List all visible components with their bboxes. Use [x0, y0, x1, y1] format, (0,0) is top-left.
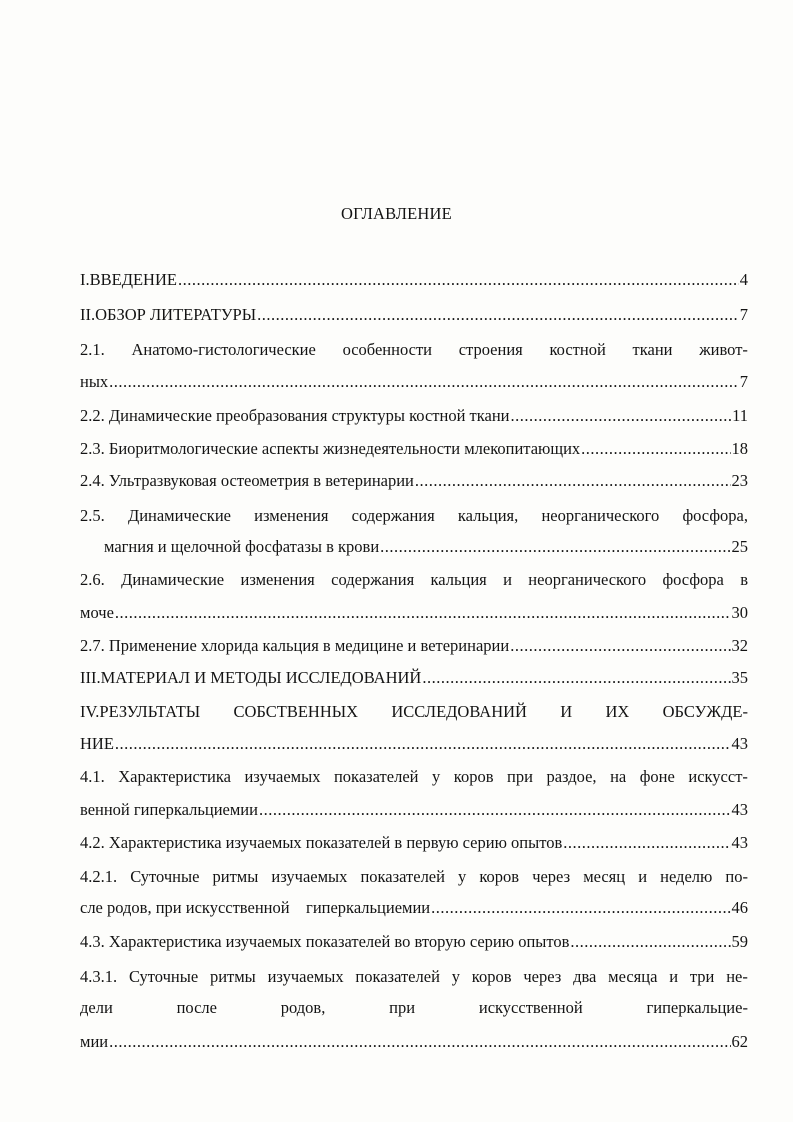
toc-page-number: 4 [739, 270, 748, 289]
toc-entry-text: НИЕ [80, 734, 114, 753]
toc-page-number: 18 [731, 439, 748, 458]
toc-page-number: 30 [731, 603, 748, 622]
word: в [740, 570, 748, 589]
word: три [689, 967, 715, 986]
word: неделю [660, 867, 713, 886]
word: на [610, 767, 627, 786]
word: живот- [699, 340, 748, 359]
toc-entry-text: II.ОБЗОР ЛИТЕРАТУРЫ [80, 305, 257, 324]
toc-entry-2-6-line2 [80, 601, 748, 625]
toc-entry-text: III.МАТЕРИАЛ И МЕТОДЫ ИССЛЕДОВАНИЙ [80, 668, 422, 687]
toc-entry-text: I.ВВЕДЕНИЕ [80, 270, 177, 289]
word: не- [726, 967, 748, 986]
toc-entry-text: магния и щелочной фосфатазы в крови [104, 537, 380, 556]
word: и [669, 967, 679, 986]
toc-entry-4-3 [80, 930, 748, 954]
leader-dots [109, 370, 739, 394]
word: дели [80, 998, 113, 1017]
toc-page-number: 59 [731, 932, 748, 951]
leader-dots [178, 268, 739, 292]
word: содержания [331, 570, 415, 589]
toc-entry-2-1-line1 [80, 338, 748, 362]
toc-page-number: 32 [731, 636, 748, 655]
toc-entry-2-1-line2 [80, 370, 748, 394]
toc-entry-text: ных [80, 372, 109, 391]
word: изменения [240, 570, 315, 589]
word: IV.РЕЗУЛЬТАТЫ [80, 702, 201, 721]
word: фосфора [662, 570, 724, 589]
toc-entry-text: 4.2. Характеристика изучаемых показателей в первую серию опытов [80, 833, 563, 852]
word: коров [471, 967, 512, 986]
toc-entry-text: 2.3. Биоритмологические аспекты жизнедеятельности млекопитающих [80, 439, 581, 458]
word: коров [453, 767, 494, 786]
word: Суточные [128, 967, 199, 986]
word: неорганического [541, 506, 660, 525]
word: у [451, 967, 460, 986]
word: при [507, 767, 533, 786]
leader-dots [109, 1030, 730, 1054]
toc-entry-4-3-1-line2 [80, 996, 748, 1020]
toc-entry-text: венной гиперкальциемии [80, 800, 258, 819]
toc-entry-results-line2 [80, 732, 748, 756]
word: изучаемых [244, 767, 321, 786]
toc-page-number: 43 [731, 800, 748, 819]
word: содержания [351, 506, 435, 525]
word: изучаемых [271, 867, 348, 886]
word: через [532, 867, 571, 886]
toc-page-number: 7 [739, 372, 748, 391]
word: ритмы [212, 867, 259, 886]
word: изучаемых [267, 967, 344, 986]
word: кальция, [457, 506, 519, 525]
toc-page-number: 11 [732, 406, 748, 425]
word: ритмы [209, 967, 256, 986]
leader-dots [415, 469, 731, 493]
word: Динамические [127, 506, 231, 525]
word: 2.1. [80, 340, 105, 359]
word: искусственной [478, 998, 583, 1017]
word: и [503, 570, 512, 589]
page-title: ОГЛАВЛЕНИЕ [341, 204, 452, 223]
leader-dots [431, 896, 730, 920]
word: ткани [632, 340, 673, 359]
word: у [458, 867, 467, 886]
word: 2.5. [80, 506, 105, 525]
leader-dots [511, 404, 732, 428]
word: 4.1. [80, 767, 105, 786]
word: гиперкальцие- [646, 998, 748, 1017]
toc-entry-4-2-1-line2 [80, 896, 748, 920]
leader-dots [510, 634, 730, 658]
word: раздое, [546, 767, 597, 786]
word: строения [458, 340, 523, 359]
word: 4.2.1. [80, 867, 118, 886]
leader-dots [581, 437, 730, 461]
word: два [573, 967, 597, 986]
toc-entry-2-3 [80, 437, 748, 461]
word: Суточные [130, 867, 200, 886]
toc-entry-4-1-line1 [80, 765, 748, 789]
toc-entry-2-4 [80, 469, 748, 493]
toc-entry-text: 2.7. Применение хлорида кальция в медицине и ветеринарии [80, 636, 510, 655]
toc-entry-2-2 [80, 404, 748, 428]
toc-page-number: 43 [731, 734, 748, 753]
word: коров [479, 867, 520, 886]
toc-page-number: 35 [731, 668, 748, 687]
word: месяц [583, 867, 626, 886]
toc-page-number: 25 [731, 537, 748, 556]
toc-entry-text: 4.3. Характеристика изучаемых показателей во вторую серию опытов [80, 932, 570, 951]
word: Анатомо-гистологические [131, 340, 316, 359]
toc-page-number: 62 [731, 1032, 748, 1051]
word: СОБСТВЕННЫХ [233, 702, 359, 721]
word: месяца [608, 967, 658, 986]
word: родов, [280, 998, 326, 1017]
word: 4.3.1. [80, 967, 118, 986]
toc-entry-2-6-line1 [80, 568, 748, 592]
word: 2.6. [80, 570, 105, 589]
leader-dots [570, 930, 730, 954]
toc-page-number: 43 [731, 833, 748, 852]
word: после [176, 998, 217, 1017]
toc-entry-2-5-line1 [80, 504, 748, 528]
leader-dots [257, 303, 739, 327]
word: ИССЛЕДОВАНИЙ [391, 702, 527, 721]
toc-entry-text: моче [80, 603, 114, 622]
word: через [523, 967, 562, 986]
toc-page-number: 7 [739, 305, 748, 324]
toc-page-number: 46 [731, 898, 748, 917]
toc-entry-text: сле родов, при искусственной гиперкальциемии [80, 898, 431, 917]
toc-page-number: 23 [731, 471, 748, 490]
word: изменения [254, 506, 329, 525]
leader-dots [115, 732, 731, 756]
word: показателей [360, 867, 445, 886]
word: у [432, 767, 441, 786]
toc-entry-4-2 [80, 831, 748, 855]
word: особенности [342, 340, 432, 359]
toc-entry-4-3-1-line3 [80, 1030, 748, 1054]
word: фосфора, [682, 506, 748, 525]
word: фоне [639, 767, 675, 786]
toc-entry-text: 2.2. Динамические преобразования структуры костной ткани [80, 406, 510, 425]
toc-entry-text: мии [80, 1032, 109, 1051]
word: И [560, 702, 573, 721]
toc-entry-introduction [80, 268, 748, 292]
toc-entry-text: 2.4. Ультразвуковая остеометрия в ветеринарии [80, 471, 414, 490]
toc-entry-2-5-line2 [80, 535, 748, 559]
toc-entry-4-1-line2 [80, 798, 748, 822]
leader-dots [115, 601, 731, 625]
word: ИХ [605, 702, 630, 721]
toc-entry-4-3-1-line1 [80, 965, 748, 989]
toc-entry-results-line1 [80, 700, 748, 724]
word: при [389, 998, 416, 1017]
word: ОБСУЖДЕ- [662, 702, 748, 721]
toc-entry-literature-review [80, 303, 748, 327]
leader-dots [422, 666, 730, 690]
word: кальция [430, 570, 487, 589]
word: искусст- [688, 767, 748, 786]
leader-dots [380, 535, 730, 559]
word: костной [549, 340, 606, 359]
word: по- [725, 867, 748, 886]
leader-dots [259, 798, 731, 822]
toc-entry-2-7 [80, 634, 748, 658]
toc-entry-4-2-1-line1 [80, 865, 748, 889]
word: неорганического [528, 570, 647, 589]
word: показателей [333, 767, 419, 786]
word: показателей [355, 967, 440, 986]
toc-entry-materials-methods [80, 666, 748, 690]
leader-dots [563, 831, 730, 855]
word: Динамические [121, 570, 225, 589]
word: и [638, 867, 648, 886]
word: Характеристика [118, 767, 231, 786]
